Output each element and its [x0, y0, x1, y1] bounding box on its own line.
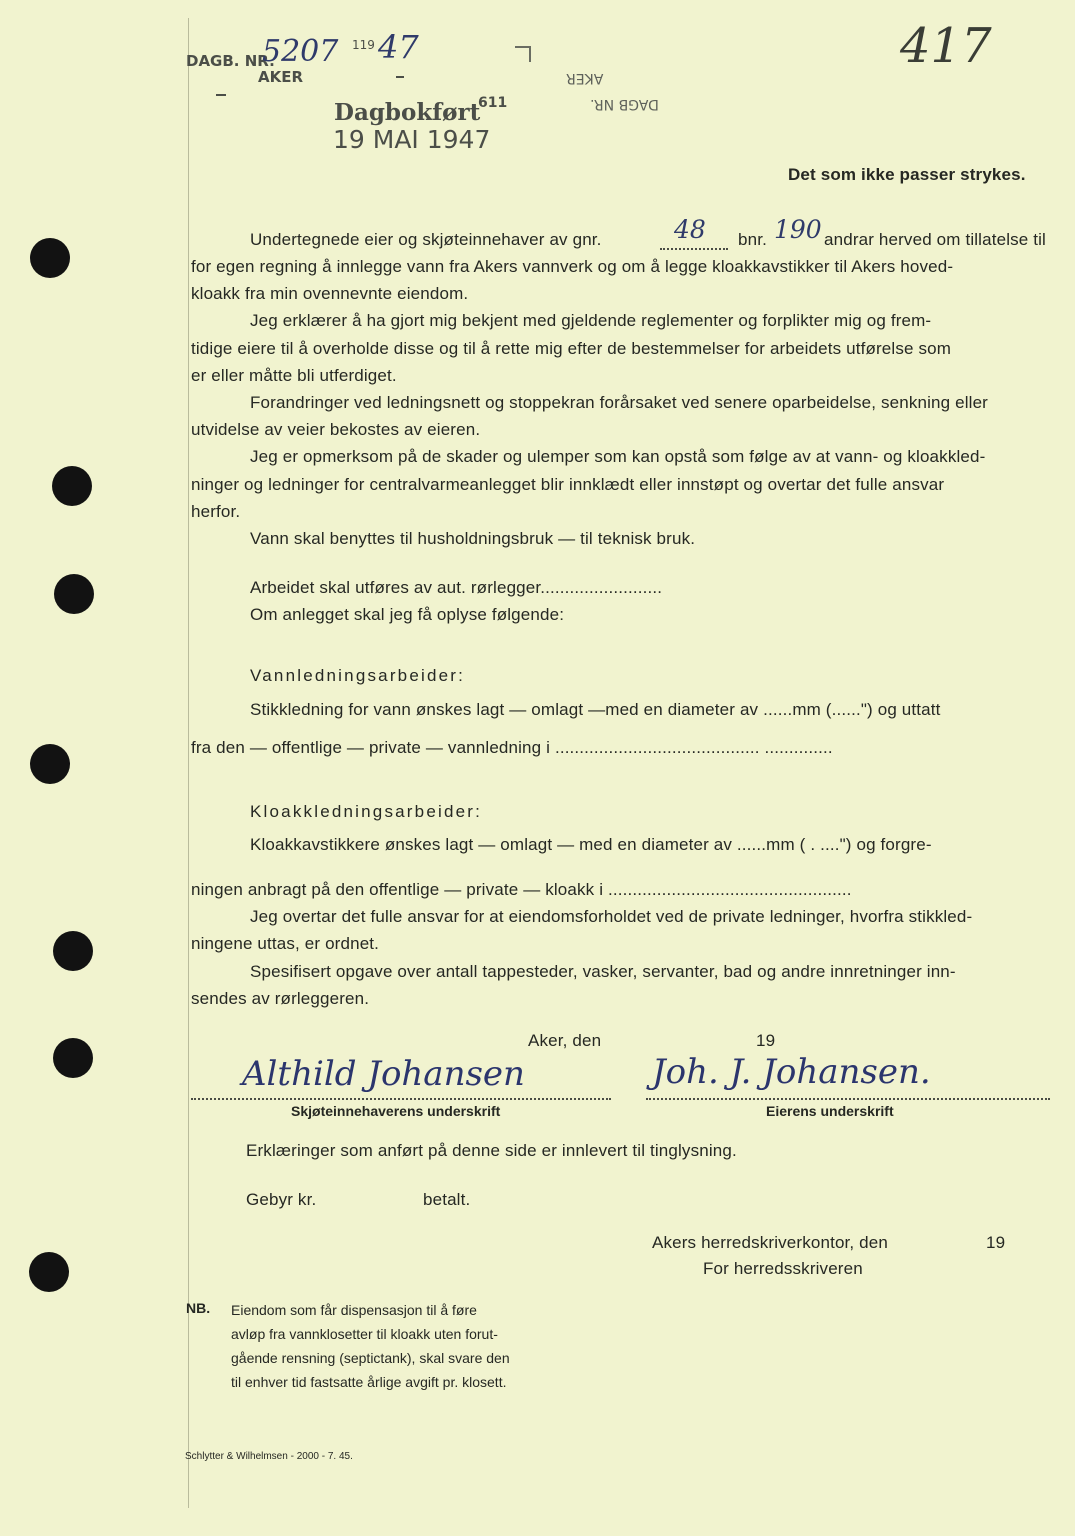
dagb-label: DAGB. NR.: [186, 52, 275, 70]
sewer-works-heading: Kloakkledningsarbeider:: [250, 802, 483, 821]
signature-line-right: [646, 1097, 1050, 1100]
paragraph-3-line-1: Forandringer ved ledningsnett og stoppekran forårsaket ved senere oparbeidelse, senkning eller: [250, 393, 988, 412]
intro-text: Undertegnede eier og skjøteinnehaver av gnr.: [250, 230, 602, 249]
paragraph-8-line-2: ningene uttas, er ordnet.: [191, 934, 380, 953]
nb-line-2: avløp fra vannklosetter til kloakk uten forut-: [231, 1326, 498, 1342]
gnr-value: 48: [674, 215, 706, 244]
paragraph-2-line-1: Jeg erklærer å ha gjort mig bekjent med gjeldende reglementer og forplikter mig og frem-: [250, 311, 932, 330]
paragraph-4-line-2: ninger og ledninger for centralvarmeanlegget blir innklædt eller innstøpt og overtar det fulle ansvar: [191, 475, 945, 494]
nb-label: NB.: [186, 1300, 211, 1316]
stamp-bracket: [515, 46, 531, 62]
punch-hole: [53, 1038, 93, 1078]
place-date-label: Aker, den: [528, 1031, 602, 1050]
registration-declaration: Erklæringer som anført på denne side er innlevert til tinglysning.: [246, 1141, 737, 1160]
nb-line-1: Eiendom som får dispensasjon til å føre: [231, 1302, 477, 1318]
bnr-label: bnr.: [738, 230, 767, 249]
office-year: 19: [986, 1233, 1006, 1252]
bnr-value: 190: [774, 215, 822, 244]
proprietor-signature-caption: Eierens underskrift: [766, 1103, 894, 1119]
date-stamp: 19 MAI 1947: [333, 125, 491, 154]
dagb-number: 5207: [262, 34, 339, 69]
paragraph-4-line-1: Jeg er opmerksom på de skader og ulemper som kan opstå som følge av at vann- og kloakkled-: [250, 447, 986, 466]
water-use-line: Vann skal benyttes til husholdningsbruk — til teknisk bruk.: [250, 529, 696, 548]
owner-signature: Althild Johansen: [242, 1054, 525, 1094]
intro-line-2: for egen regning å innlegge vann fra Akers vannverk og om å legge kloakkavstikker til Akers hoved-: [191, 257, 954, 276]
water-works-line-2: fra den — offentlige — private — vannledning i .......................................... ..............: [191, 738, 833, 757]
paragraph-2-line-3: er eller måtte bli utferdiget.: [191, 366, 397, 385]
folio-number: 417: [900, 18, 992, 74]
intro-line-1-cont: andrar herved om tillatelse til: [824, 230, 1046, 249]
dagb-year: 47: [378, 28, 419, 66]
water-works-line-1: Stikkledning for vann ønskes lagt — omlagt —med en diameter av ......mm (......") og uttatt: [250, 700, 941, 719]
paragraph-4-line-3: herfor.: [191, 502, 241, 521]
paragraph-3-line-2: utvidelse av veier bekostes av eieren.: [191, 420, 481, 439]
paragraph-9-line-2: sendes av rørleggeren.: [191, 989, 370, 1008]
proprietor-signature: Joh. J. Johansen.: [652, 1052, 931, 1092]
paragraph-9-line-1: Spesifisert opgave over antall tappesteder, vasker, servanter, bad og andre innretninger inn-: [250, 962, 956, 981]
stamp-dash: [216, 94, 226, 96]
paid-label: betalt.: [423, 1190, 471, 1209]
gnr-fill-line: [660, 247, 728, 250]
paragraph-8-line-1: Jeg overtar det fulle ansvar for at eiendomsforholdet ved de private ledninger, hvorfra stikkled-: [250, 907, 973, 926]
office-label: Akers herredskriverkontor, den: [652, 1233, 888, 1252]
mirrored-stamp-dagb: DAGB NR.: [590, 96, 659, 112]
punch-hole: [30, 238, 70, 278]
sewer-works-line-2: ningen anbragt på den offentlige — private — kloakk i ..................................................: [191, 880, 852, 899]
stamp-dash: [396, 76, 404, 78]
intro-line-1: [250, 230, 602, 250]
nb-line-3: gående rensning (septictank), skal svare den: [231, 1350, 510, 1366]
margin-rule: [188, 18, 189, 1508]
plumber-line: Arbeidet skal utføres av aut. rørlegger.........................: [250, 578, 663, 597]
strike-instruction: Det som ikke passer strykes.: [788, 165, 1026, 184]
for-registrar-label: For herredsskriveren: [703, 1259, 863, 1278]
inform-line: Om anlegget skal jeg få oplyse følgende:: [250, 605, 565, 624]
nb-line-4: til enhver tid fastsatte årlige avgift pr. klosett.: [231, 1374, 507, 1390]
fee-label: Gebyr kr.: [246, 1190, 317, 1209]
punch-hole: [30, 744, 70, 784]
dagb-code: 119: [352, 38, 375, 52]
intro-line-3: kloakk fra min ovennevnte eiendom.: [191, 284, 469, 303]
paragraph-2-line-2: tidige eiere til å overholde disse og til å rette mig efter de bestemmelser for arbeidets utførelse som: [191, 339, 952, 358]
mirrored-stamp-municipality: AKER: [566, 70, 604, 86]
dagbokfort-code: 611: [478, 95, 508, 111]
year-prefix: 19: [756, 1031, 776, 1050]
punch-hole: [29, 1252, 69, 1292]
municipality-stamp: AKER: [258, 68, 304, 86]
signature-line-left: [191, 1097, 611, 1100]
owner-signature-caption: Skjøteinnehaverens underskrift: [291, 1103, 501, 1119]
punch-hole: [52, 466, 92, 506]
printer-imprint: Schlytter & Wilhelmsen - 2000 - 7. 45.: [185, 1451, 353, 1462]
punch-hole: [54, 574, 94, 614]
punch-hole: [53, 931, 93, 971]
sewer-works-line-1: Kloakkavstikkere ønskes lagt — omlagt — med en diameter av ......mm ( . ....") og forgre-: [250, 835, 932, 854]
water-works-heading: Vannledningsarbeider:: [250, 666, 466, 685]
dagbokfort-stamp: Dagbokført: [334, 99, 481, 126]
